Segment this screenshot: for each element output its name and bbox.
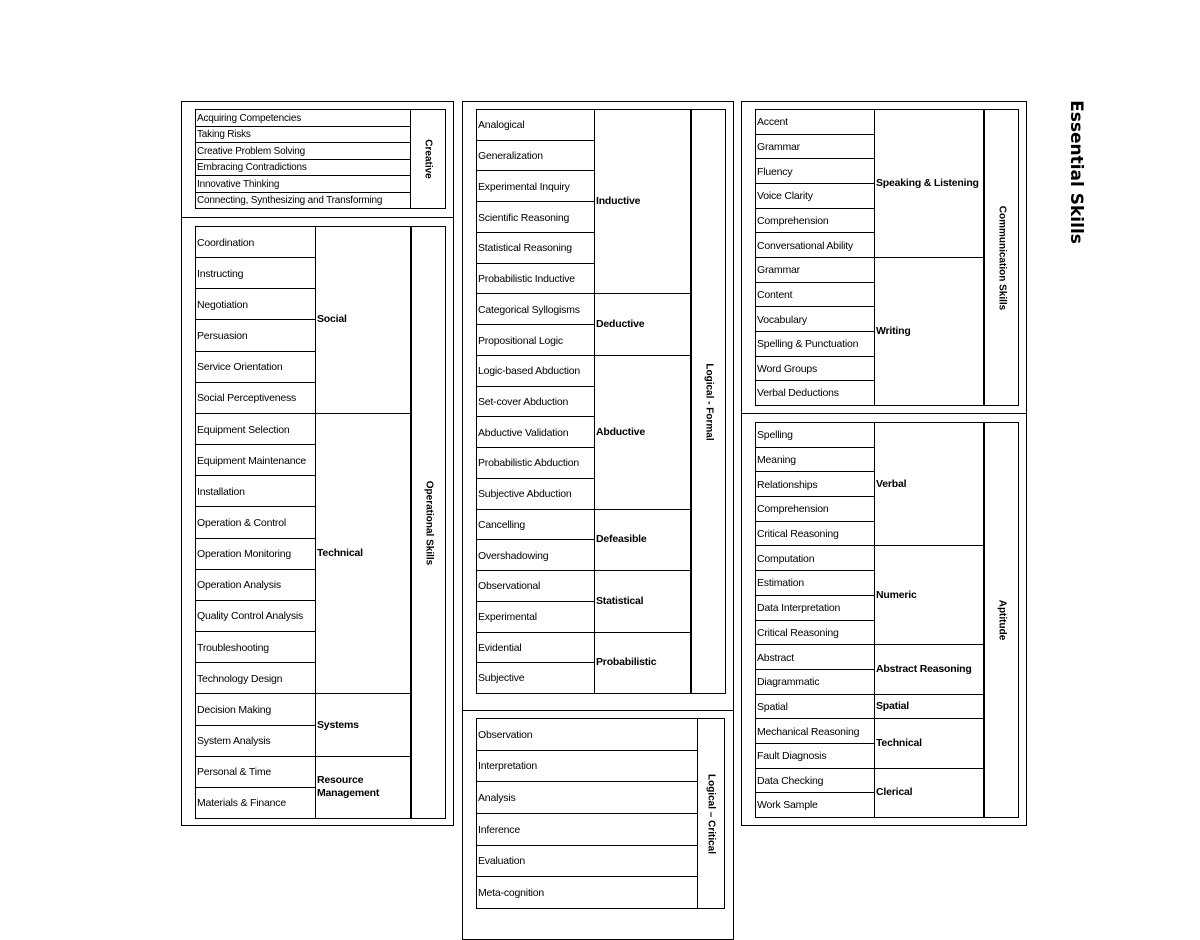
logical-formal-item-evidential: Evidential [476,632,595,664]
operational-item-materials-finance: Materials & Finance [195,787,316,819]
logical-formal-item-overshadowing: Overshadowing [476,539,595,571]
operational-item-persuasion: Persuasion [195,319,316,351]
creative-section-label-text: Creative [422,139,434,179]
logical-formal-item-experimental: Experimental [476,601,595,633]
aptitude-section-label [984,422,1019,818]
communication-item-comprehension: Comprehension [755,208,875,234]
communication-item-conversational-ability: Conversational Ability [755,232,875,258]
communication-group-speaking-listening: Speaking & Listening [874,109,984,258]
operational-item-operation-analysis: Operation Analysis [195,569,316,601]
aptitude-item-data-interpretation: Data Interpretation [755,595,875,621]
communication-item-spelling-punctuation: Spelling & Punctuation [755,331,875,357]
operational-item-decision-making: Decision Making [195,693,316,725]
logical-formal-item-logic-based-abduction: Logic-based Abduction [476,355,595,387]
logical-formal-item-experimental-inquiry: Experimental Inquiry [476,170,595,202]
communication-group-writing: Writing [874,257,984,406]
operational-item-personal-time: Personal & Time [195,756,316,788]
aptitude-item-computation: Computation [755,545,875,571]
aptitude-item-fault-diagnosis: Fault Diagnosis [755,743,875,769]
logical-formal-item-probabilistic-abduction: Probabilistic Abduction [476,447,595,479]
operational-item-instructing: Instructing [195,257,316,289]
operational-item-coordination: Coordination [195,226,316,258]
aptitude-group-numeric: Numeric [874,545,984,645]
logical-formal-item-probabilistic-inductive: Probabilistic Inductive [476,263,595,295]
operational-item-equipment-selection: Equipment Selection [195,413,316,445]
operational-item-operation-control: Operation & Control [195,506,316,538]
communication-item-content: Content [755,282,875,308]
operational-item-troubleshooting: Troubleshooting [195,631,316,663]
creative-item-embracing-contradictions: Embracing Contradictions [195,159,411,177]
communication-item-grammar: Grammar [755,134,875,160]
aptitude-section-label-text: Aptitude [996,599,1007,641]
operational-group-technical: Technical [315,413,411,694]
creative-item-acquiring-competencies: Acquiring Competencies [195,109,411,127]
communication-item-word-groups: Word Groups [755,356,875,382]
operational-section-label-text: Operational Skills [423,480,434,565]
communication-item-vocabulary: Vocabulary [755,306,875,332]
communication-item-voice-clarity: Voice Clarity [755,183,875,209]
operational-item-system-analysis: System Analysis [195,725,316,757]
operational-section-label [411,226,446,819]
logical-critical-item-interpretation: Interpretation [476,750,698,783]
aptitude-item-spatial: Spatial [755,694,875,720]
operational-item-service-orientation: Service Orientation [195,351,316,383]
logical-critical-section-label [697,718,725,909]
aptitude-item-relationships: Relationships [755,471,875,497]
logical-formal-item-analogical: Analogical [476,109,595,141]
diagram-title: Essential Skills [1066,100,1086,244]
operational-item-quality-control-analysis: Quality Control Analysis [195,600,316,632]
communication-item-accent: Accent [755,109,875,135]
aptitude-item-abstract: Abstract [755,644,875,670]
communication-item-fluency: Fluency [755,158,875,184]
operational-item-negotiation: Negotiation [195,288,316,320]
logical-formal-item-abductive-validation: Abductive Validation [476,416,595,448]
aptitude-item-comprehension: Comprehension [755,496,875,522]
logical-critical-item-analysis: Analysis [476,781,698,814]
logical-formal-item-categorical-syllogisms: Categorical Syllogisms [476,293,595,325]
creative-item-innovative-thinking: Innovative Thinking [195,175,411,193]
operational-group-resource-management: Resource Management [315,756,411,819]
communication-section-label [984,109,1019,406]
aptitude-group-verbal: Verbal [874,422,984,546]
aptitude-group-clerical: Clerical [874,768,984,818]
logical-formal-item-subjective: Subjective [476,662,595,694]
logical-formal-group-inductive: Inductive [594,109,691,294]
aptitude-item-mechanical-reasoning: Mechanical Reasoning [755,718,875,744]
operational-item-social-perceptiveness: Social Perceptiveness [195,382,316,414]
aptitude-group-technical: Technical [874,718,984,768]
logical-formal-section-label [691,109,726,694]
logical-formal-group-statistical: Statistical [594,570,691,632]
communication-item-verbal-deductions: Verbal Deductions [755,380,875,406]
logical-formal-group-deductive: Deductive [594,293,691,355]
logical-formal-section-label-text: Logical - Formal [703,362,714,441]
aptitude-item-critical-reasoning: Critical Reasoning [755,521,875,547]
aptitude-item-estimation: Estimation [755,570,875,596]
communication-section-label-text: Communication Skills [996,205,1007,310]
logical-formal-item-cancelling: Cancelling [476,509,595,541]
logical-formal-item-scientific-reasoning: Scientific Reasoning [476,201,595,233]
aptitude-item-data-checking: Data Checking [755,768,875,794]
operational-item-technology-design: Technology Design [195,662,316,694]
logical-formal-group-probabilistic: Probabilistic [594,632,691,694]
logical-formal-item-subjective-abduction: Subjective Abduction [476,478,595,510]
operational-group-social: Social [315,226,411,414]
aptitude-item-work-sample: Work Sample [755,792,875,818]
creative-item-connecting-synthesizing-and-transforming: Connecting, Synthesizing and Transforming [195,192,411,210]
logical-formal-group-abductive: Abductive [594,355,691,510]
aptitude-item-meaning: Meaning [755,447,875,473]
operational-group-systems: Systems [315,693,411,756]
logical-formal-item-observational: Observational [476,570,595,602]
creative-item-taking-risks: Taking Risks [195,126,411,144]
aptitude-item-critical-reasoning: Critical Reasoning [755,620,875,646]
operational-item-installation: Installation [195,475,316,507]
aptitude-group-spatial: Spatial [874,694,984,720]
logical-critical-item-evaluation: Evaluation [476,845,698,878]
creative-item-creative-problem-solving: Creative Problem Solving [195,142,411,160]
logical-formal-item-generalization: Generalization [476,140,595,172]
creative-section-label [410,109,446,209]
operational-item-operation-monitoring: Operation Monitoring [195,538,316,570]
logical-critical-item-observation: Observation [476,718,698,751]
aptitude-group-abstract-reasoning: Abstract Reasoning [874,644,984,694]
logical-formal-item-propositional-logic: Propositional Logic [476,324,595,356]
logical-critical-section-label-text: Logical – Critical [705,773,717,854]
logical-formal-item-statistical-reasoning: Statistical Reasoning [476,232,595,264]
logical-formal-item-set-cover-abduction: Set-cover Abduction [476,386,595,418]
communication-item-grammar: Grammar [755,257,875,283]
aptitude-item-spelling: Spelling [755,422,875,448]
operational-item-equipment-maintenance: Equipment Maintenance [195,444,316,476]
logical-formal-group-defeasible: Defeasible [594,509,691,571]
logical-critical-item-meta-cognition: Meta-cognition [476,876,698,909]
logical-critical-item-inference: Inference [476,813,698,846]
aptitude-item-diagrammatic: Diagrammatic [755,669,875,695]
